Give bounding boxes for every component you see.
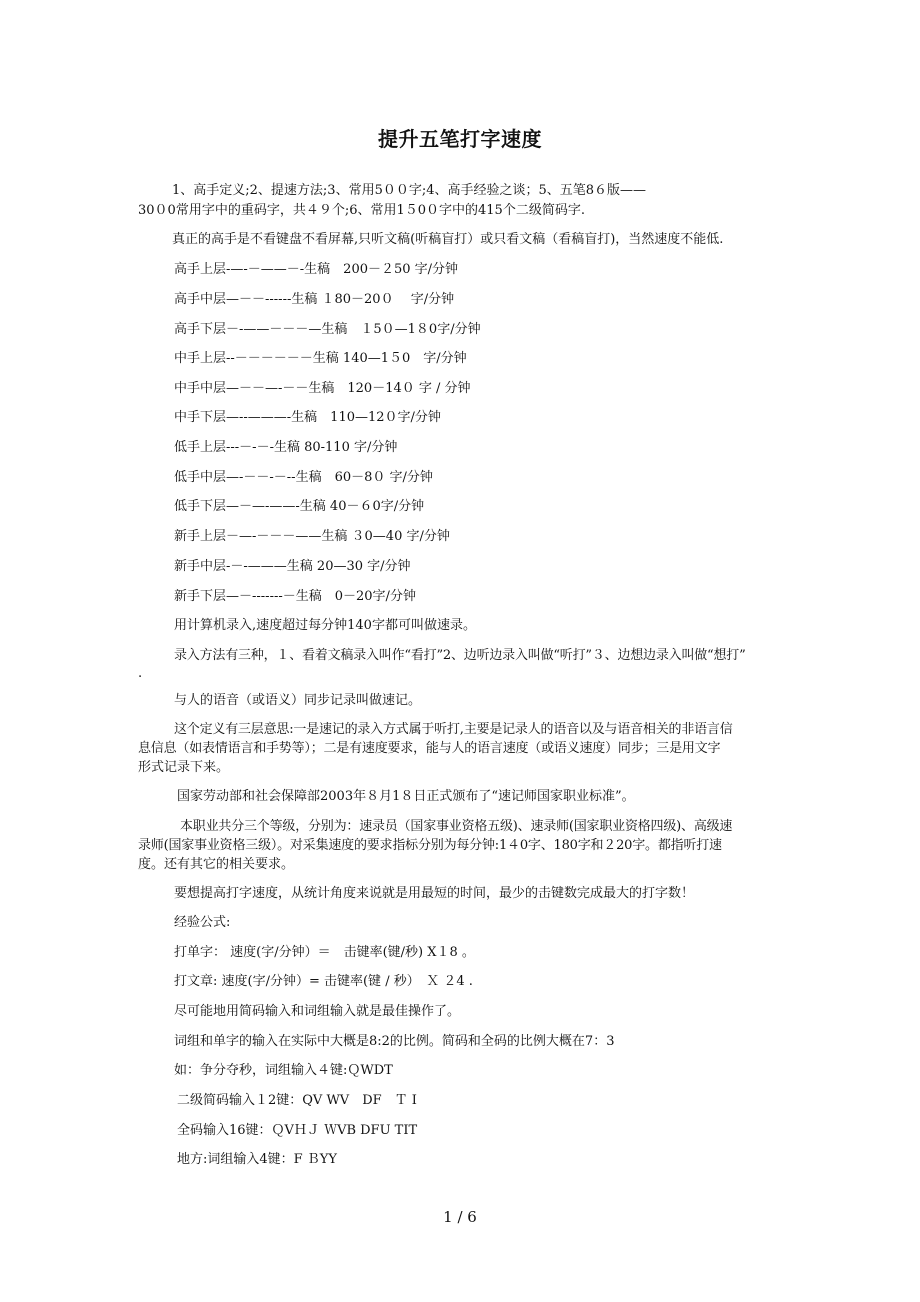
meaning-line-1: 这个定义有三层意思:一是速记的录入方式属于听打,主要是记录人的语音以及与语音相关的非语言信 xyxy=(174,722,733,737)
standard-paragraph: 国家劳动部和社会保障部2003年８月1８日正式颁布了“速记师国家职业标准”。 xyxy=(177,789,635,804)
speed-record-paragraph: 用计算机录入,速度超过每分钟140字都可叫做速录。 xyxy=(174,618,476,633)
definition-paragraph: 真正的高手是不看键盘不看屏幕,只听文稿(听稿盲打）或只看文稿（看稿盲打)，当然速度不能低. xyxy=(172,232,724,247)
level-line: 新手下层—－-------－生稿 0－20字/分钟 xyxy=(174,589,416,604)
page-title: 提升五笔打字速度 xyxy=(378,127,542,151)
methods-paragraph: 录入方法有三种，１、看着文稿录入叫作“看打”2、边听边录入叫做“听打”３、边想边录入叫做“想打” xyxy=(174,648,746,663)
formula-heading: 经验公式: xyxy=(174,915,231,930)
page-number: 1 / 6 xyxy=(443,1208,477,1226)
example-full-line: 全码输入16键：ＱVＨＪ ＷVB DFU TIT xyxy=(177,1123,418,1138)
intro-line-2: 30０0常用字中的重码字，共４９个;6、常用1５0０字中的415个二级简码字. xyxy=(138,203,585,218)
example-line: 如：争分夺秒，词组输入４键:ＱWDT xyxy=(174,1063,393,1078)
ratio-paragraph: 词组和单字的输入在实际中大概是8:2的比例。简码和全码的比例大概在7：3 xyxy=(174,1034,615,1049)
level-line: 低手上层---－-－-生稿 80-110 字/分钟 xyxy=(174,440,398,455)
formula-single: 打单字： 速度(字/分钟）＝ 击键率(键/秒) X１8 。 xyxy=(174,945,475,960)
intro-line-1: 1、高手定义;2、提速方法;3、常用5００字;4、高手经验之谈；5、五笔8６版—— xyxy=(172,183,647,198)
best-practice-paragraph: 尽可能地用简码输入和词组输入就是最佳操作了。 xyxy=(174,1004,461,1019)
level-line: 中手中层—－－—-－－生稿 120－14０ 字 / 分钟 xyxy=(174,381,471,396)
example-level2-line: 二级简码输入１2键：QV WV DF Ｔ I xyxy=(177,1093,417,1108)
level-line: 新手中层-－-———生稿 20—30 字/分钟 xyxy=(174,559,411,574)
example-place-line: 地方:词组输入4键：F ＢYY xyxy=(177,1152,337,1167)
level-line: 中手上层--－－－－－－生稿 140—1５0 字/分钟 xyxy=(174,351,467,366)
goal-paragraph: 要想提高打字速度，从统计角度来说就是用最短的时间，最少的击键数完成最大的打字数！ xyxy=(174,886,695,901)
level-line: 高手中层—－－------生稿 １80－20０ 字/分钟 xyxy=(174,292,455,307)
grades-line-1: 本职业共分三个等级，分别为：速录员（国家事业资格五级)、速录师(国家职业资格四级)、高级速 xyxy=(180,819,733,834)
level-line: 新手上层－—-－－－——生稿 ３0—40 字/分钟 xyxy=(174,529,450,544)
formula-article: 打文章: 速度(字/分钟）= 击键率(键 / 秒） Ｘ ２4 . xyxy=(174,974,473,989)
grades-line-2: 录师(国家事业资格三级）。对采集速度的要求指标分别为每分钟:1４0字、180字和２20字。都指听打速 xyxy=(138,838,722,853)
level-line: 高手下层－-——－－－—生稿 １5０—1８0字/分钟 xyxy=(174,322,481,337)
shorthand-paragraph: 与人的语音（或语义）同步记录叫做速记。 xyxy=(174,693,422,708)
level-line: 低手下层—－—-——-生稿 40－６0字/分钟 xyxy=(174,499,425,514)
level-line: 高手上层-—-－——－-生稿 200－２50 字/分钟 xyxy=(174,262,459,277)
level-line: 低手中层—-－－-－--生稿 60－8０ 字/分钟 xyxy=(174,470,433,485)
meaning-line-2: 息信息（如表情语言和手势等）；二是有速度要求，能与人的语言速度（或语义速度）同步；三是用文字 xyxy=(138,741,721,756)
meaning-line-3: 形式记录下来。 xyxy=(138,760,230,775)
methods-continuation: . xyxy=(138,666,143,681)
level-line: 中手下层—--———-生稿 110—12０字/分钟 xyxy=(174,410,441,425)
grades-line-3: 度。还有其它的相关要求。 xyxy=(138,857,295,872)
